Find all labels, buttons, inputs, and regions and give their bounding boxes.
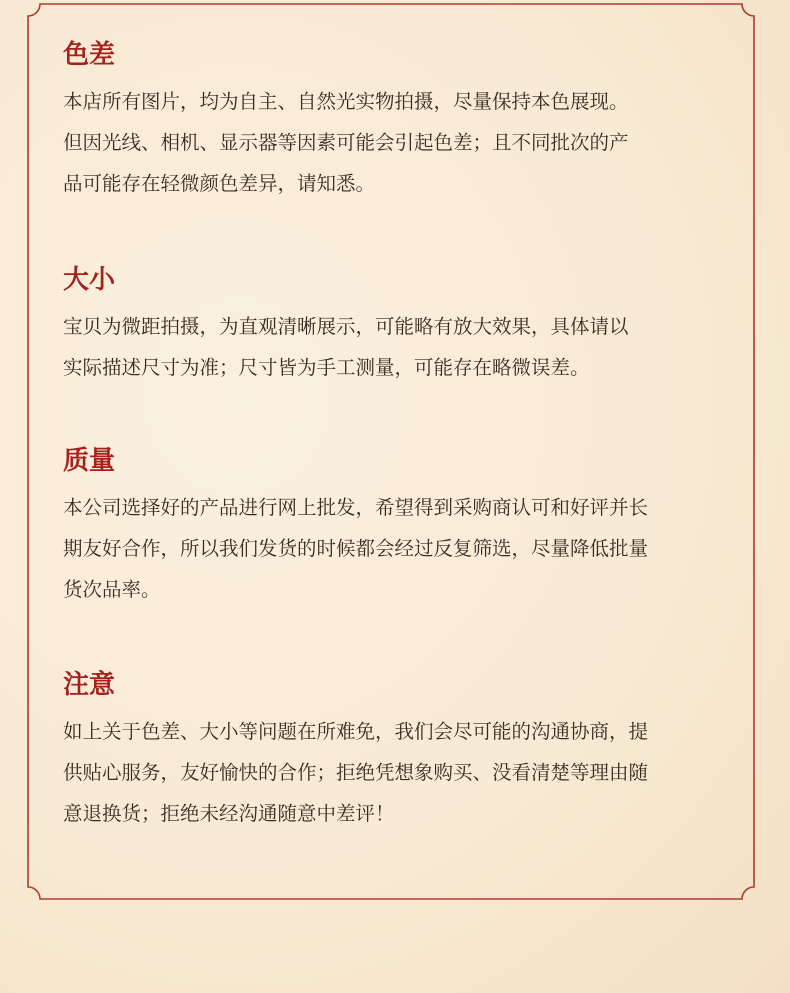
section-title: 质量: [63, 446, 116, 476]
section-body: [63, 81, 743, 204]
body-line: 本公司选择好的产品进行网上批发，希望得到采购商认可和好评并长: [63, 496, 649, 519]
body-line: 本店所有图片，均为自主、自然光实物拍摄，尽量保持本色展现。: [63, 90, 629, 113]
body-line: 宝贝为微距拍摄，为直观清晰展示，可能略有放大效果，具体请以: [63, 315, 629, 338]
body-line: 期友好合作，所以我们发货的时候都会经过反复筛选，尽量降低批量: [63, 537, 649, 560]
body-line: 货次品率。: [63, 578, 161, 601]
body-line: 意退换货；拒绝未经沟通随意中差评！: [63, 802, 395, 825]
section-quality: [63, 444, 743, 610]
section-body: [63, 487, 743, 610]
section-title: 大小: [63, 265, 116, 295]
section-color-difference: [63, 38, 743, 204]
section-title: 色差: [63, 40, 116, 70]
body-line: 供贴心服务，友好愉快的合作；拒绝凭想象购买、没看清楚等理由随: [63, 761, 649, 784]
section-body: [63, 711, 743, 834]
body-line: 实际描述尺寸为准；尺寸皆为手工测量，可能存在略微误差。: [63, 356, 590, 379]
body-line: 品可能存在轻微颜色差异，请知悉。: [63, 172, 376, 195]
body-line: 但因光线、相机、显示器等因素可能会引起色差；且不同批次的产: [63, 131, 629, 154]
section-notice: [63, 668, 743, 834]
section-body: [63, 306, 743, 388]
section-size: [63, 263, 743, 388]
section-title: 注意: [63, 670, 116, 700]
body-line: 如上关于色差、大小等问题在所难免，我们会尽可能的沟通协商，提: [63, 720, 649, 743]
